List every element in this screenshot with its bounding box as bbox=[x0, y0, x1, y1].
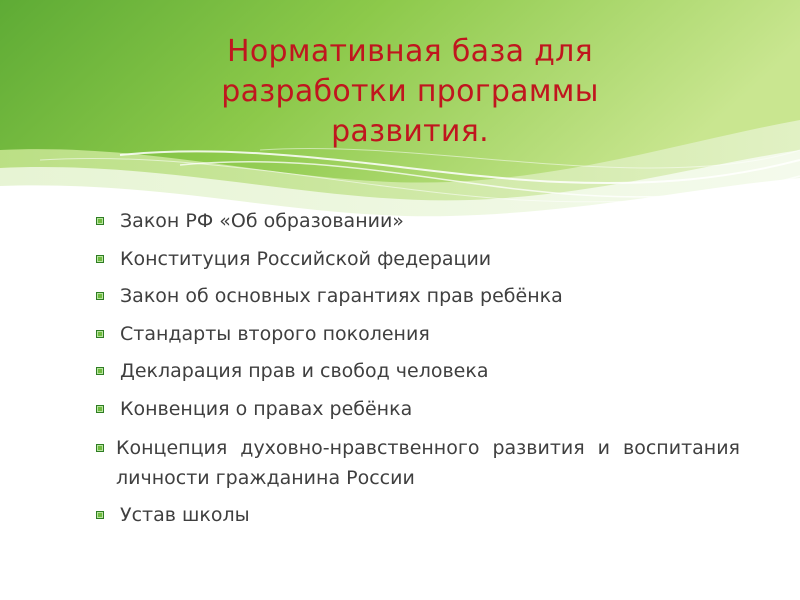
title-line-1: Нормативная база для bbox=[227, 34, 593, 69]
bullet-list bbox=[96, 208, 740, 528]
list-item-text: Конвенция о правах ребёнка bbox=[120, 397, 413, 420]
square-bullet-icon bbox=[96, 367, 104, 375]
list-item-text: Стандарты второго поколения bbox=[120, 322, 430, 345]
list-item-text: Концепция духовно-нравственного развития и воспитания личности гражданина России bbox=[116, 437, 740, 489]
list-item-text: Закон об основных гарантиях прав ребёнка bbox=[120, 285, 563, 307]
slide-title bbox=[150, 32, 670, 152]
list-item bbox=[96, 321, 740, 347]
title-line-3: развития. bbox=[331, 114, 489, 149]
list-item-text: Закон РФ «Об образовании» bbox=[120, 210, 404, 232]
square-bullet-icon bbox=[96, 330, 104, 338]
list-item bbox=[96, 396, 740, 422]
square-bullet-icon bbox=[96, 255, 104, 263]
list-item-text: Устав школы bbox=[120, 504, 250, 526]
list-item-text: Конституция Российской федерации bbox=[120, 247, 492, 270]
square-bullet-icon bbox=[96, 217, 104, 225]
list-item bbox=[96, 208, 740, 234]
list-item bbox=[96, 283, 740, 309]
square-bullet-icon bbox=[96, 444, 104, 452]
content-area bbox=[96, 208, 740, 540]
list-item bbox=[96, 246, 740, 272]
list-item bbox=[96, 358, 740, 384]
square-bullet-icon bbox=[96, 292, 104, 300]
square-bullet-icon bbox=[96, 405, 104, 413]
list-item-text: Декларация прав и свобод человека bbox=[120, 360, 489, 382]
list-item bbox=[96, 502, 740, 528]
list-item bbox=[96, 433, 740, 493]
square-bullet-icon bbox=[96, 511, 104, 519]
title-line-2: разработки программы bbox=[221, 74, 599, 109]
